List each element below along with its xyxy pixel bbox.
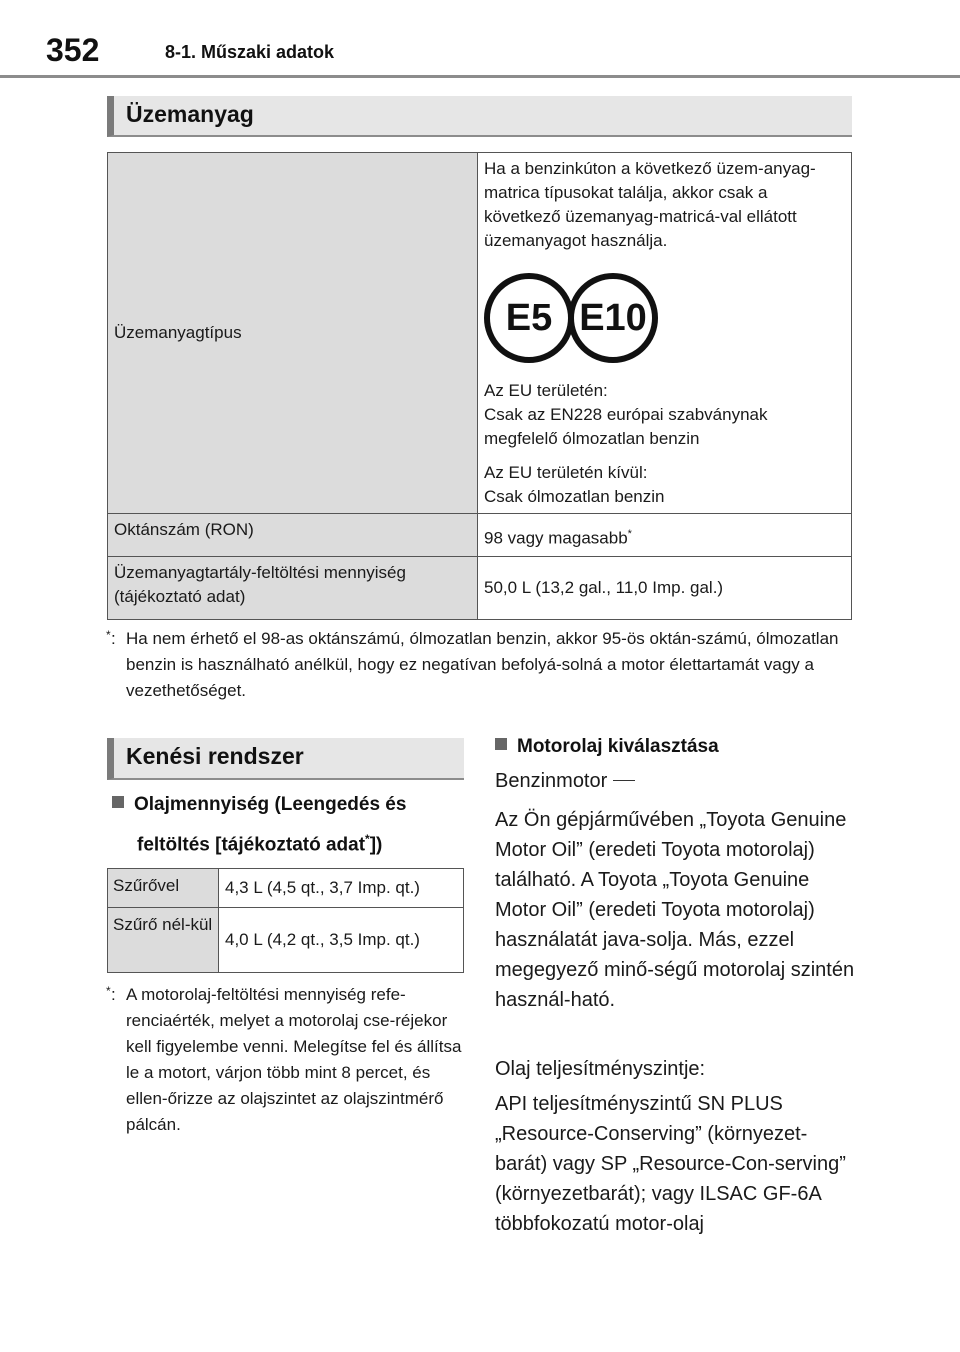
tank-capacity-label: Üzemanyagtartály-feltöltési mennyiség (tájékoztató adat) — [114, 563, 406, 606]
without-filter-value: 4,0 L (4,2 qt., 3,5 Imp. qt.) — [225, 930, 420, 949]
e5-badge-icon: E5 — [484, 273, 574, 363]
footnote-mark: * — [106, 628, 111, 642]
table-cell-value — [219, 869, 464, 908]
table-cell-label — [108, 153, 478, 514]
table-cell-label — [108, 908, 219, 973]
fuel-heading — [107, 96, 852, 137]
oil-quantity-title: Olajmennyiség (Leengedés és feltöltés [tájékoztató adat*]) — [112, 788, 472, 862]
eu-text: Csak az EN228 európai szabványnak megfelelő ólmozatlan benzin — [484, 405, 768, 448]
footnote-mark: * — [627, 528, 632, 540]
bullet-square-icon — [112, 796, 124, 808]
table-row — [108, 153, 852, 514]
engine-type: Benzinmotor — [495, 766, 855, 796]
table-cell-label — [108, 557, 478, 620]
table-row — [108, 869, 464, 908]
oil-performance-label: Olaj teljesítményszintje: — [495, 1058, 706, 1080]
table-cell-value — [478, 153, 852, 514]
with-filter-label: Szűrővel — [113, 876, 180, 895]
table-cell-label — [108, 869, 219, 908]
footnote-mark: * — [365, 832, 370, 846]
non-eu-title: Az EU területén kívül: — [484, 463, 648, 482]
header-divider — [0, 75, 960, 78]
eu-fuel-info — [484, 379, 845, 451]
footnote-mark: * — [106, 984, 111, 998]
table-row — [108, 514, 852, 557]
oil-footnote-text: A motorolaj-feltöltési mennyiség refe-renciaérték, melyet a motorolaj cse-réjekor kell figyelembe venni. Melegítse fel és állítsa le a motort, várjon több mint 8 percet, és ellen-őrizze az olajszintet az olajszintmérő pálcán. — [126, 985, 462, 1134]
table-cell-value — [219, 908, 464, 973]
oil-quantity-table — [107, 868, 464, 973]
fuel-spec-table — [107, 152, 852, 620]
fuel-label-badges — [484, 273, 845, 363]
fuel-footnote-text: Ha nem érhető el 98-as oktánszámú, ólmozatlan benzin, akkor 95-ös oktán-számú, ólmozatlan benzin is használható anélkül, hogy ez negatívan befolyá-solná a motor élettartamát vagy a vezethetőséget. — [126, 629, 839, 700]
table-row — [108, 908, 464, 973]
page-number: 352 — [46, 32, 100, 68]
e10-badge-icon: E10 — [568, 273, 658, 363]
fuel-heading-label: Üzemanyag — [126, 101, 254, 127]
fuel-type-intro: Ha a benzinkúton a következő üzem-anyag-matrica típusokat találja, akkor csak a következő üzemanyag-matricá-val ellátott üzemanyagot használja. — [484, 159, 816, 250]
oil-selection-title: Motorolaj kiválasztása — [495, 730, 855, 764]
table-cell-value — [478, 514, 852, 557]
fuel-footnote: * : Ha nem érhető el 98-as oktánszámú, ólmozatlan benzin, akkor 95-ös oktán-számú, ólmozatlan benzin is használható anélkül, hogy ez negatívan befolyá-solná a motor élettartamát vagy a vezethetőséget. — [106, 626, 846, 704]
lubrication-heading — [107, 738, 464, 780]
table-cell-value — [478, 557, 852, 620]
table-cell-label — [108, 514, 478, 557]
fuel-type-label: Üzemanyagtípus — [114, 323, 242, 342]
dash-icon — [613, 780, 635, 781]
non-eu-fuel-info — [484, 461, 845, 509]
octane-value: 98 vagy magasabb — [484, 528, 628, 548]
oil-performance-spec: API teljesítményszintű SN PLUS „Resource-Conserving” (környezet-barát) vagy SP „Resource-Con-serving” (környezetbarát); vagy ILSAC GF-6A többfokozatú motor-olaj — [495, 1093, 846, 1235]
non-eu-text: Csak ólmozatlan benzin — [484, 487, 665, 506]
octane-label: Oktánszám (RON) — [114, 520, 254, 539]
lubrication-heading-label: Kenési rendszer — [126, 743, 304, 769]
with-filter-value: 4,3 L (4,5 qt., 3,7 Imp. qt.) — [225, 878, 420, 897]
section-title: 8-1. Műszaki adatok — [165, 42, 335, 62]
table-row — [108, 557, 852, 620]
bullet-square-icon — [495, 738, 507, 750]
oil-footnote: * : A motorolaj-feltöltési mennyiség refe-renciaérték, melyet a motorolaj cse-réjekor kell figyelembe venni. Melegítse fel és állítsa le a motort, várjon több mint 8 percet, és ellen-őrizze az olajszintet az olajszintmérő pálcán. — [106, 982, 464, 1138]
eu-title: Az EU területén: — [484, 381, 608, 400]
tank-capacity-value: 50,0 L (13,2 gal., 11,0 Imp. gal.) — [484, 578, 724, 597]
without-filter-label: Szűrő nél-kül — [113, 915, 213, 934]
oil-selection-paragraph: Az Ön gépjárművében „Toyota Genuine Motor Oil” (eredeti Toyota motorolaj) található. A Toyota „Toyota Genuine Motor Oil” (eredeti Toyota motorolaj) használatát java-solja. Más, ezzel megegyező minő-ségű motorolaj szintén használ-ható. — [495, 809, 855, 1011]
